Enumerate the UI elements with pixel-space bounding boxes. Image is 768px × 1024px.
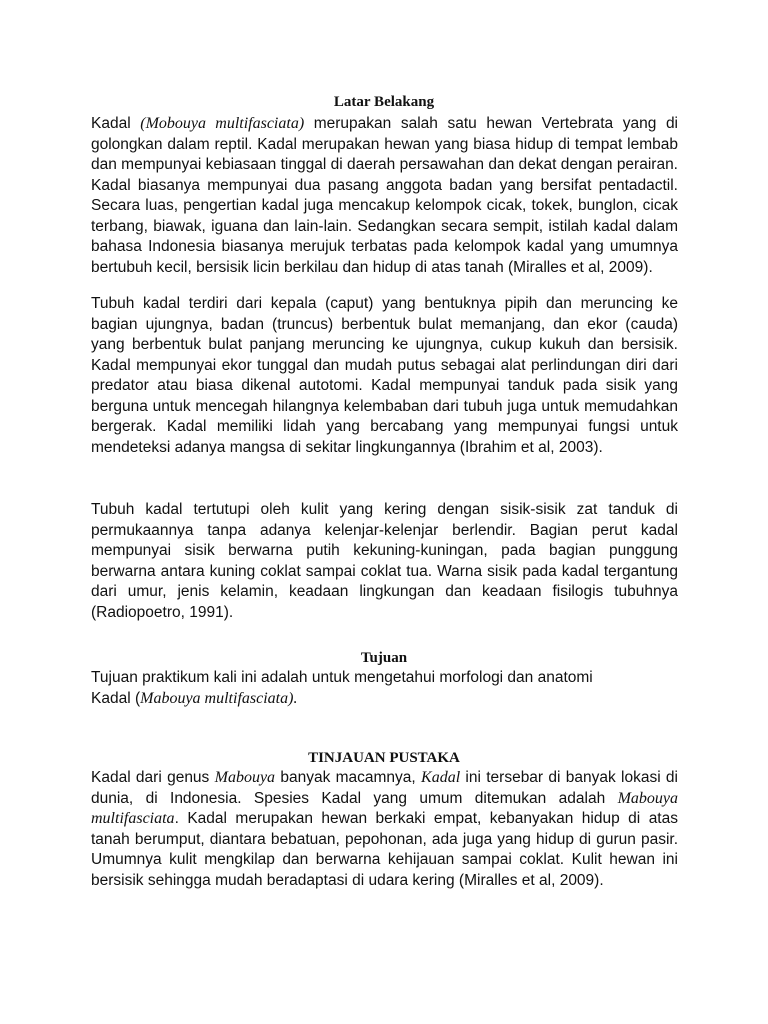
paragraph-latar-1: [91, 114, 678, 278]
species-name: Mabouya multifasciata: [91, 789, 678, 827]
text-run: banyak macamnya,: [275, 769, 422, 786]
text-run: Tujuan praktikum kali ini adalah untuk mengetahui morfologi dan anatomi: [91, 669, 593, 686]
species-name: (Mobouya multifasciata): [140, 115, 305, 132]
text-run: ini tersebar di banyak lokasi di dunia, di Indonesia. Spesies Kadal yang umum ditemukan adalah: [91, 769, 678, 807]
genus-name: Mabouya: [214, 769, 276, 786]
paragraph-tinjauan: [91, 768, 678, 891]
species-name: Mabouya multifasciata).: [140, 689, 298, 707]
text-run: merupakan salah satu hewan Vertebrata yang di golongkan dalam reptil. Kadal merupakan hewan yang biasa hidup di tempat lembab dan mempunyai kebiasaan tinggal di daerah persawahan dan dekat dengan perairan. Kadal biasanya mempunyai dua pasang anggota badan yang bersifat pentadactil. Secara luas, pengertian kadal juga mencakup kelompok cicak, tokek, bunglon, cicak terbang, biawak, iguana dan lain-lain. Sedangkan secara sempit, istilah kadal dalam bahasa Indonesia biasanya merujuk terbatas pada kelompok kadal yang umumnya bertubuh kecil, bersisik licin berkilau dan hidup di atas tanah (Miralles et al, 2009).: [91, 115, 679, 276]
kadal-italic: Kadal: [421, 769, 461, 786]
heading-tinjauan-pustaka: TINJAUAN PUSTAKA: [308, 750, 460, 766]
text-run: Kadal: [91, 115, 141, 132]
heading-tujuan: Tujuan: [360, 650, 408, 666]
heading-latar-belakang: Latar Belakang: [333, 94, 435, 110]
text-run: Kadal dari genus: [91, 769, 215, 786]
paragraph-tujuan: [91, 668, 678, 709]
paragraph-latar-3: Tubuh kadal tertutupi oleh kulit yang kering dengan sisik-sisik zat tanduk di permukaannya tanpa adanya kelenjar-kelenjar berlendir. Bagian perut kadal mempunyai sisik berwarna putih kekuning-kuningan, pada bagian punggung berwarna antara kuning coklat sampai coklat tua. Warna sisik pada kadal tergantung dari umur, jenis kelamin, keadaan lingkungan dan keadaan fisilogis tubuhnya (Radiopoetro, 1991).: [91, 501, 678, 621]
text-run: Kadal (: [91, 689, 141, 707]
text-run: . Kadal merupakan hewan berkaki empat, kebanyakan hidup di atas tanah berumput, diantara bebatuan, pepohonan, ada juga yang hidup di gurun pasir. Umumnya kulit mengkilap dan berwarna kehijauan sampai coklat. Kulit hewan ini bersisik sehingga mudah beradaptasi di udara kering (Miralles et al, 2009).: [91, 810, 678, 889]
paragraph-latar-2: Tubuh kadal terdiri dari kepala (caput) yang bentuknya pipih dan meruncing ke bagian ujungnya, badan (truncus) berbentuk bulat memanjang, dan ekor (cauda) yang berbentuk bulat panjang meruncing ke ujungnya, cukup kukuh dan bersisik. Kadal mempunyai ekor tunggal dan mudah putus sebagai alat perlindungan diri dari predator atau biasa dikenal autotomi. Kadal mempunyai tanduk pada sisik yang berguna untuk mencegah hilangnya kelembaban dari tubuh juga untuk memudahkan bergerak. Kadal memiliki lidah yang bercabang yang mempunyai fungsi untuk mendeteksi adanya mangsa di sekitar lingkungannya (Ibrahim et al, 2003).: [91, 295, 678, 456]
